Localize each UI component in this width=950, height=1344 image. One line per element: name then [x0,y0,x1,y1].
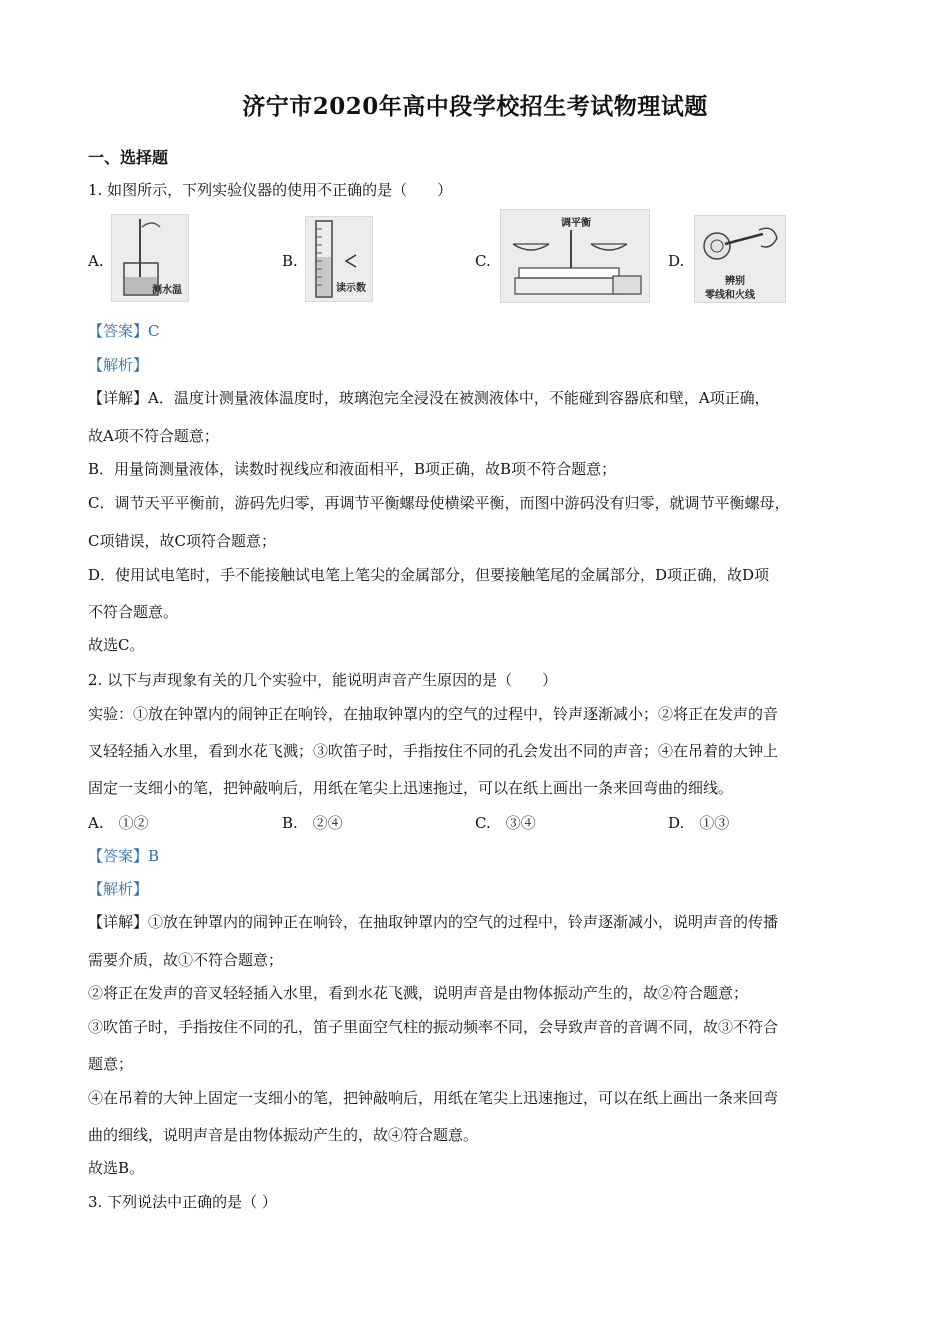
q1-detail-line: B．用量筒测量液体，读数时视线应和液面相平，B项正确，故B项不符合题意； [88,460,617,478]
q2-detail-line: 题意； [88,1055,134,1073]
graduated-cylinder-figure [305,216,373,302]
q2-detail-line: ④在吊着的大钟上固定一支细小的笔，把钟敲响后，用纸在笔尖上迅速拖过，可以在纸上画出一条来回弯 [88,1089,779,1107]
figure-a-caption: 测水温 [152,285,182,296]
test-pen-figure [694,215,786,303]
q2-option-c: C. ③④ [475,814,536,832]
q2-option-b: B. ②④ [282,814,343,832]
q2-experiment-line: 叉轻轻插入水里，看到水花飞溅；③吹笛子时，手指按住不同的孔会发出不同的声音；④在吊着的大钟上 [88,742,779,760]
thermometer-figure [111,214,189,302]
q1-detail-line: C．调节天平平衡前，游码先归零，再调节平衡螺母使横梁平衡，而图中游码没有归零，就调节平衡螺母， [88,494,790,512]
q2-detail-line: 故选B。 [88,1159,145,1177]
q2-detail-line: 曲的细线，说明声音是由物体振动产生的，故④符合题意。 [88,1126,479,1144]
q1-detail-line: D．使用试电笔时，手不能接触试电笔上笔尖的金属部分，但要接触笔尾的金属部分，D项正确，故D项 [88,566,770,584]
q2-detail-line: 需要介质，故①不符合题意； [88,951,284,969]
q1-analysis-heading: 【解析】 [88,356,149,374]
q1-stem: 1. 如图所示，下列实验仪器的使用不正确的是（ ） [88,181,453,199]
page-title: 济宁市2020年高中段学校招生考试物理试题 [242,93,708,120]
q2-option-d: D. ①③ [668,814,730,832]
q2-stem: 2. 以下与声现象有关的几个实验中，能说明声音产生原因的是（ ） [88,671,558,689]
q2-detail-line: 【详解】①放在钟罩内的闹钟正在响铃，在抽取钟罩内的空气的过程中，铃声逐渐减小，说明声音的传播 [88,913,779,931]
q1-detail-line: C项错误，故C项符合题意； [88,532,276,550]
q1-option-a-label: A. [88,252,104,270]
q1-detail-line: 故选C。 [88,636,145,654]
q3-stem: 3. 下列说法中正确的是（ ） [88,1193,277,1211]
q1-detail-line: 不符合题意。 [88,603,179,621]
figure-d-caption-line1: 辨别 [725,276,745,287]
q1-option-b-label: B. [282,252,298,270]
figure-d-caption-line2: 零线和火线 [705,290,755,301]
q2-experiment-line: 固定一支细小的笔，把钟敲响后，用纸在笔尖上迅速拖过，可以在纸上画出一条来回弯曲的细线。 [88,779,734,797]
q2-experiment-line: 实验：①放在钟罩内的闹钟正在响铃，在抽取钟罩内的空气的过程中，铃声逐渐减小；②将正在发声的音 [88,705,779,723]
q2-analysis-heading: 【解析】 [88,880,149,898]
q2-detail-line: ②将正在发声的音叉轻轻插入水里，看到水花飞溅，说明声音是由物体振动产生的，故②符合题意； [88,984,749,1002]
q2-answer: 【答案】B [88,847,160,865]
q1-option-d-label: D. [668,252,685,270]
q1-answer: 【答案】C [88,322,160,340]
q1-option-c-label: C. [475,252,491,270]
figure-c-caption: 调平衡 [561,218,591,229]
q1-detail-line: 故A项不符合题意； [88,427,219,445]
q2-option-a: A. ①② [88,814,149,832]
figure-b-caption: 读示数 [336,283,366,294]
q1-detail-line: 【详解】A．温度计测量液体温度时，玻璃泡完全浸没在被测液体中，不能碰到容器底和壁，A项正确， [88,389,770,407]
q2-detail-line: ③吹笛子时，手指按住不同的孔，笛子里面空气柱的振动频率不同，会导致声音的音调不同，故③不符合 [88,1018,779,1036]
balance-scale-figure [500,209,650,303]
section-heading: 一、选择题 [88,148,169,167]
